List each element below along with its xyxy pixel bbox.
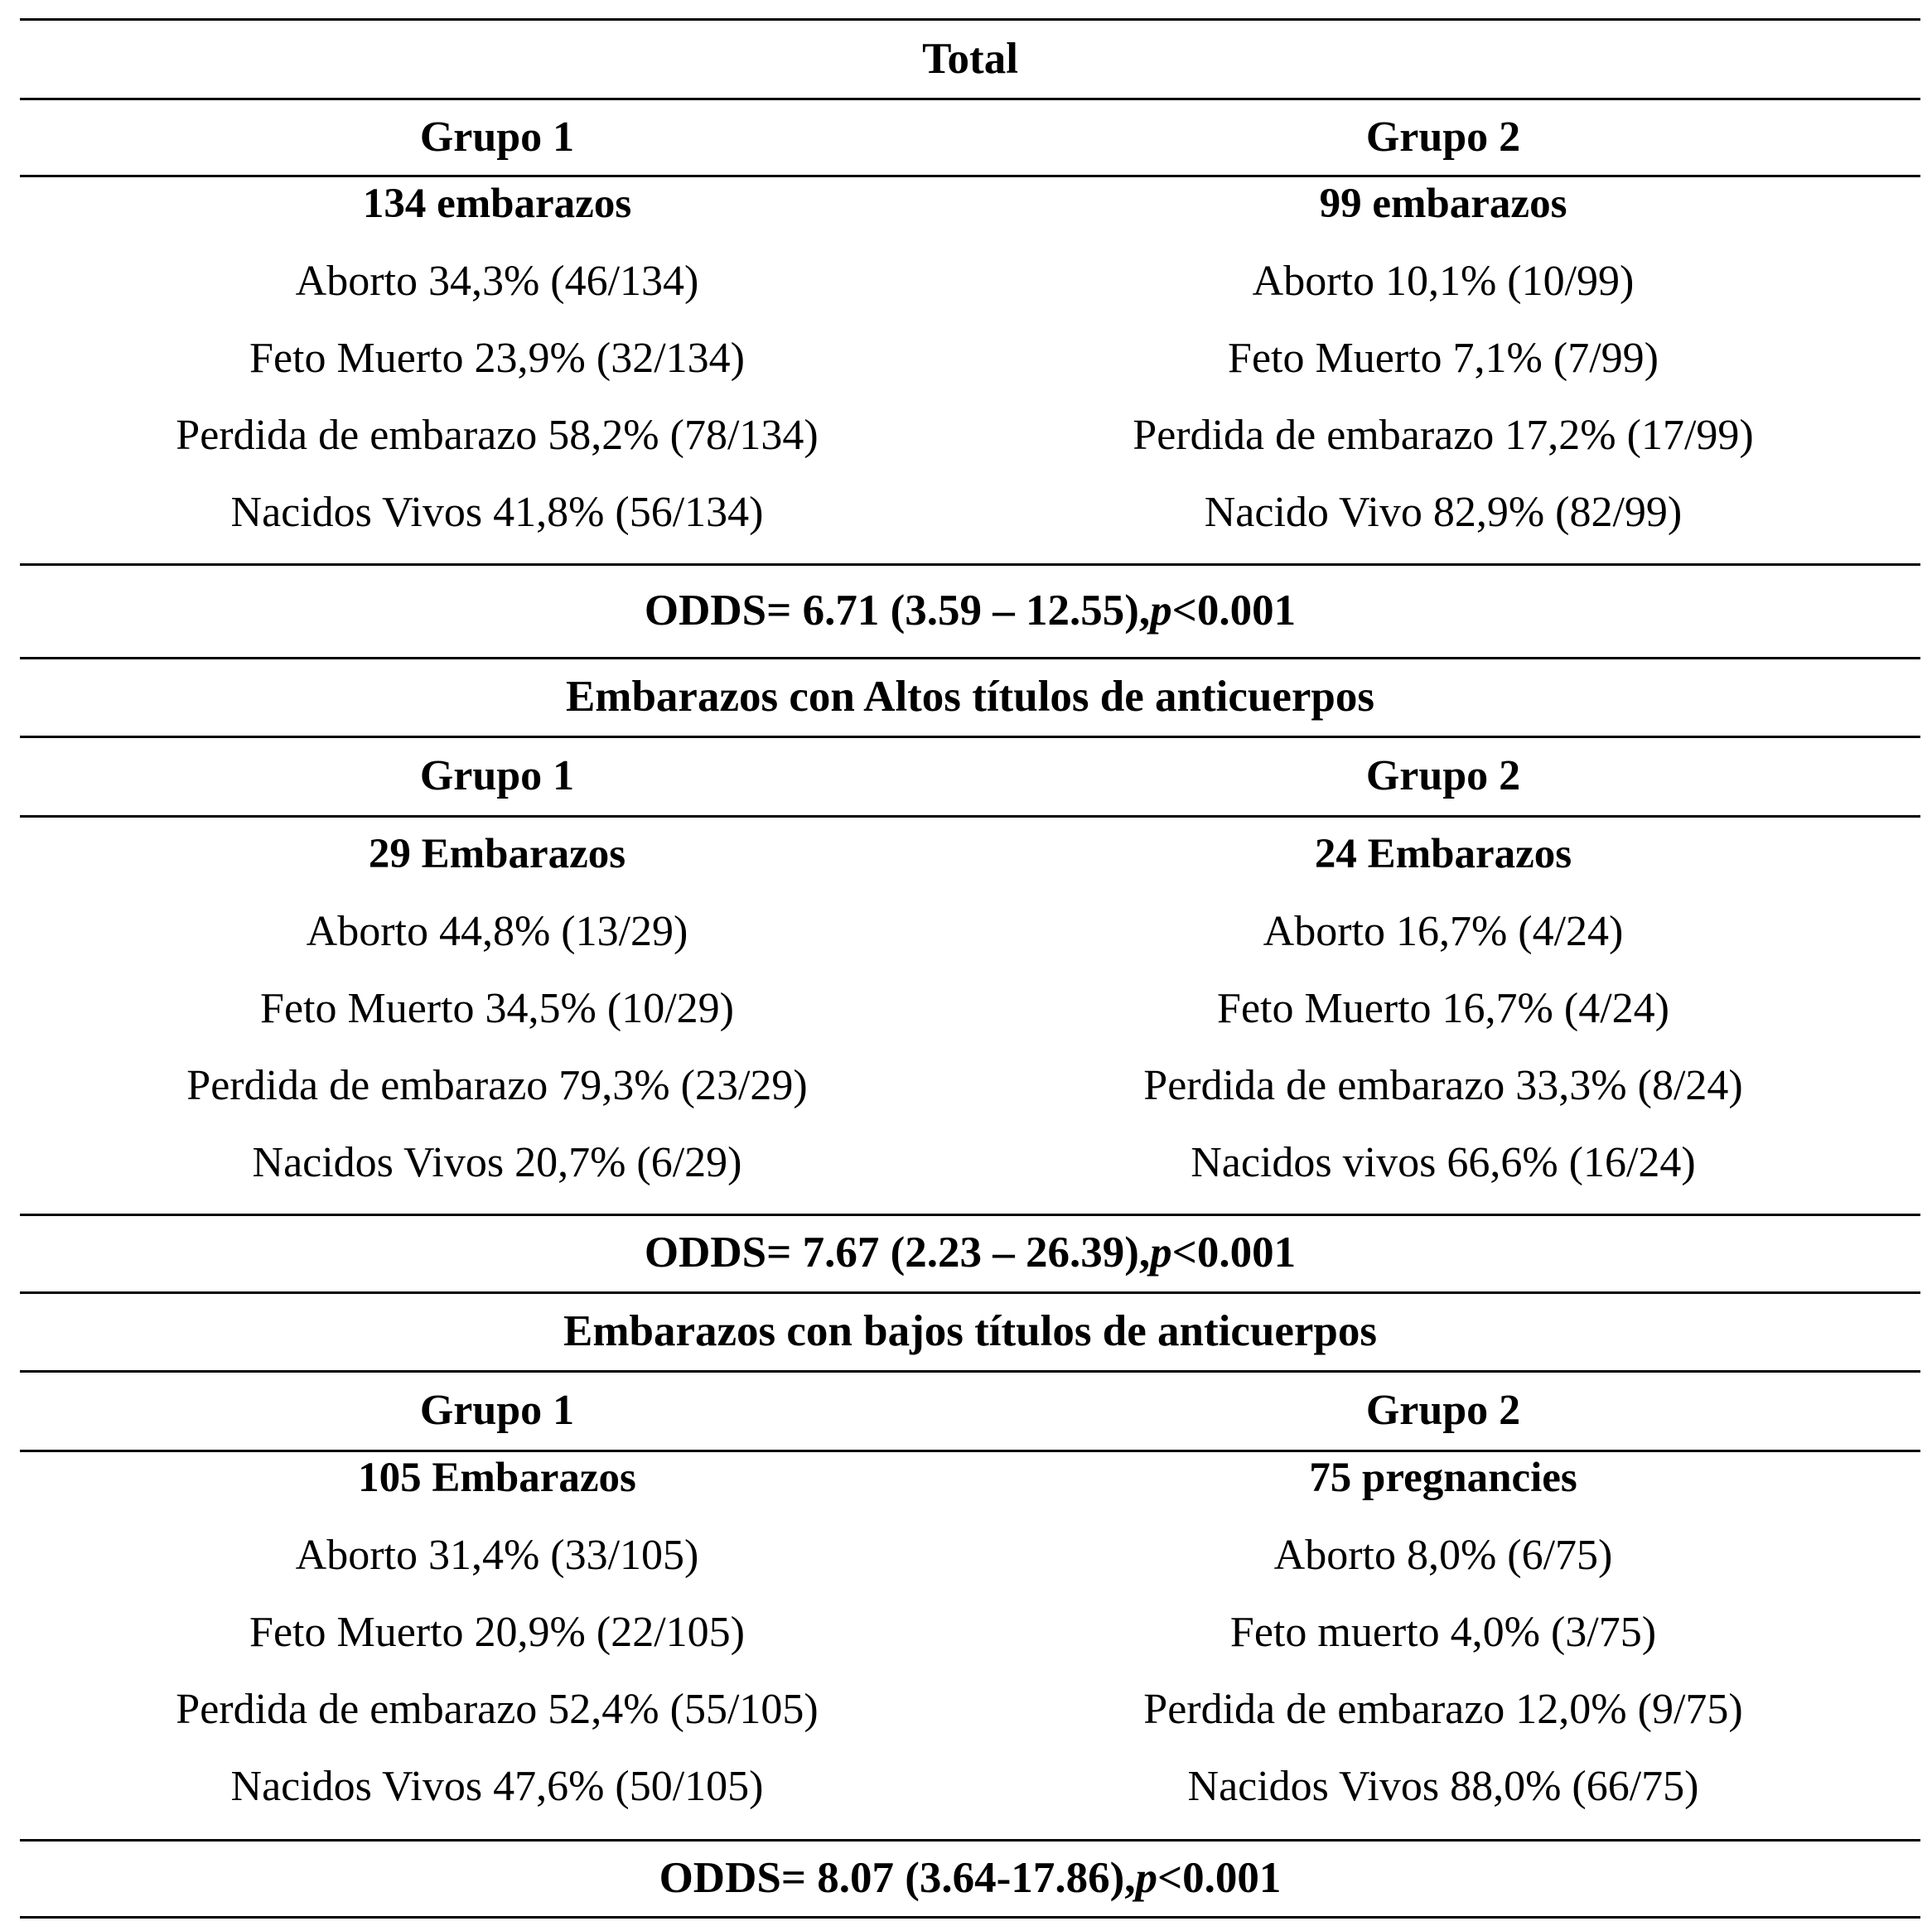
result-line: Nacidos Vivos 88,0% (66/75) [1187,1763,1699,1810]
result-line: Nacidos Vivos 41,8% (56/134) [230,489,764,536]
pregnancy-count: 24 Embarazos [1314,831,1572,877]
result-line: Perdida de embarazo 17,2% (17/99) [1133,412,1754,459]
group-1-header [20,98,974,176]
group-1-results [20,166,974,551]
odds-text: ODDS= 7.67 (2.23 – 26.39), [644,1228,1151,1277]
p-value: <0.001 [1171,586,1297,635]
pregnancy-count: 105 Embarazos [358,1455,636,1501]
result-line: Aborto 8,0% (6/75) [1273,1532,1613,1579]
group-2-header [966,98,1920,176]
result-line: Feto Muerto 34,5% (10/29) [260,985,734,1032]
result-line: Aborto 16,7% (4/24) [1263,908,1624,955]
group-2-results [966,816,1920,1201]
result-line: Nacidos vivos 66,6% (16/24) [1191,1139,1696,1186]
group-2-header [966,736,1920,815]
p-value: <0.001 [1157,1854,1282,1902]
section-title-text: Embarazos con Altos títulos de anticuerpos [565,673,1375,721]
odds-text: ODDS= 8.07 (3.64-17.86), [659,1854,1136,1902]
odds-ratio [20,1214,1920,1291]
group-2-header [966,1370,1920,1450]
pregnancy-count: 29 Embarazos [368,831,626,877]
result-line: Aborto 10,1% (10/99) [1252,258,1635,305]
odds-ratio [20,1839,1920,1917]
group-2-results [966,166,1920,551]
result-line: Aborto 44,8% (13/29) [306,908,688,955]
group-label: Grupo 1 [419,113,575,161]
result-line: Feto Muerto 23,9% (32/134) [249,335,745,382]
p-value: <0.001 [1171,1228,1297,1277]
result-line: Aborto 34,3% (46/134) [295,258,699,305]
result-line: Perdida de embarazo 33,3% (8/24) [1143,1062,1743,1109]
group-1-results [20,1440,974,1825]
result-line: Feto Muerto 16,7% (4/24) [1217,985,1669,1032]
section-title-text: Total [922,35,1018,83]
section-title [20,657,1920,736]
section-title-text: Embarazos con bajos títulos de anticuerpos [563,1307,1377,1355]
result-line: Aborto 31,4% (33/105) [295,1532,699,1579]
results-table [20,0,1920,1926]
pregnancy-count: 99 embarazos [1319,181,1567,227]
result-line: Perdida de embarazo 52,4% (55/105) [176,1686,819,1733]
result-line: Feto muerto 4,0% (3/75) [1229,1609,1657,1656]
odds-text: ODDS= 6.71 (3.59 – 12.55), [644,586,1151,635]
group-2-results [966,1440,1920,1825]
section-title [20,18,1920,99]
result-line: Perdida de embarazo 58,2% (78/134) [176,412,819,459]
group-label: Grupo 1 [419,751,575,799]
result-line: Feto Muerto 20,9% (22/105) [249,1609,745,1656]
p-symbol: p [1150,586,1172,635]
group-1-header [20,1370,974,1450]
group-1-results [20,816,974,1201]
group-1-header [20,736,974,815]
table-rule [20,1916,1920,1919]
result-line: Nacidos Vivos 47,6% (50/105) [230,1763,764,1810]
result-line: Nacido Vivo 82,9% (82/99) [1204,489,1683,536]
odds-ratio [20,563,1920,658]
group-label: Grupo 2 [1365,751,1521,799]
section-title [20,1291,1920,1371]
group-label: Grupo 2 [1365,113,1521,161]
result-line: Perdida de embarazo 12,0% (9/75) [1143,1686,1743,1733]
p-symbol: p [1150,1228,1172,1277]
p-symbol: p [1135,1854,1157,1902]
result-line: Nacidos Vivos 20,7% (6/29) [252,1139,742,1186]
group-label: Grupo 2 [1365,1386,1521,1434]
pregnancy-count: 134 embarazos [362,181,632,227]
result-line: Perdida de embarazo 79,3% (23/29) [186,1062,808,1109]
group-label: Grupo 1 [419,1386,575,1434]
pregnancy-count: 75 pregnancies [1309,1455,1577,1501]
result-line: Feto Muerto 7,1% (7/99) [1228,335,1659,382]
